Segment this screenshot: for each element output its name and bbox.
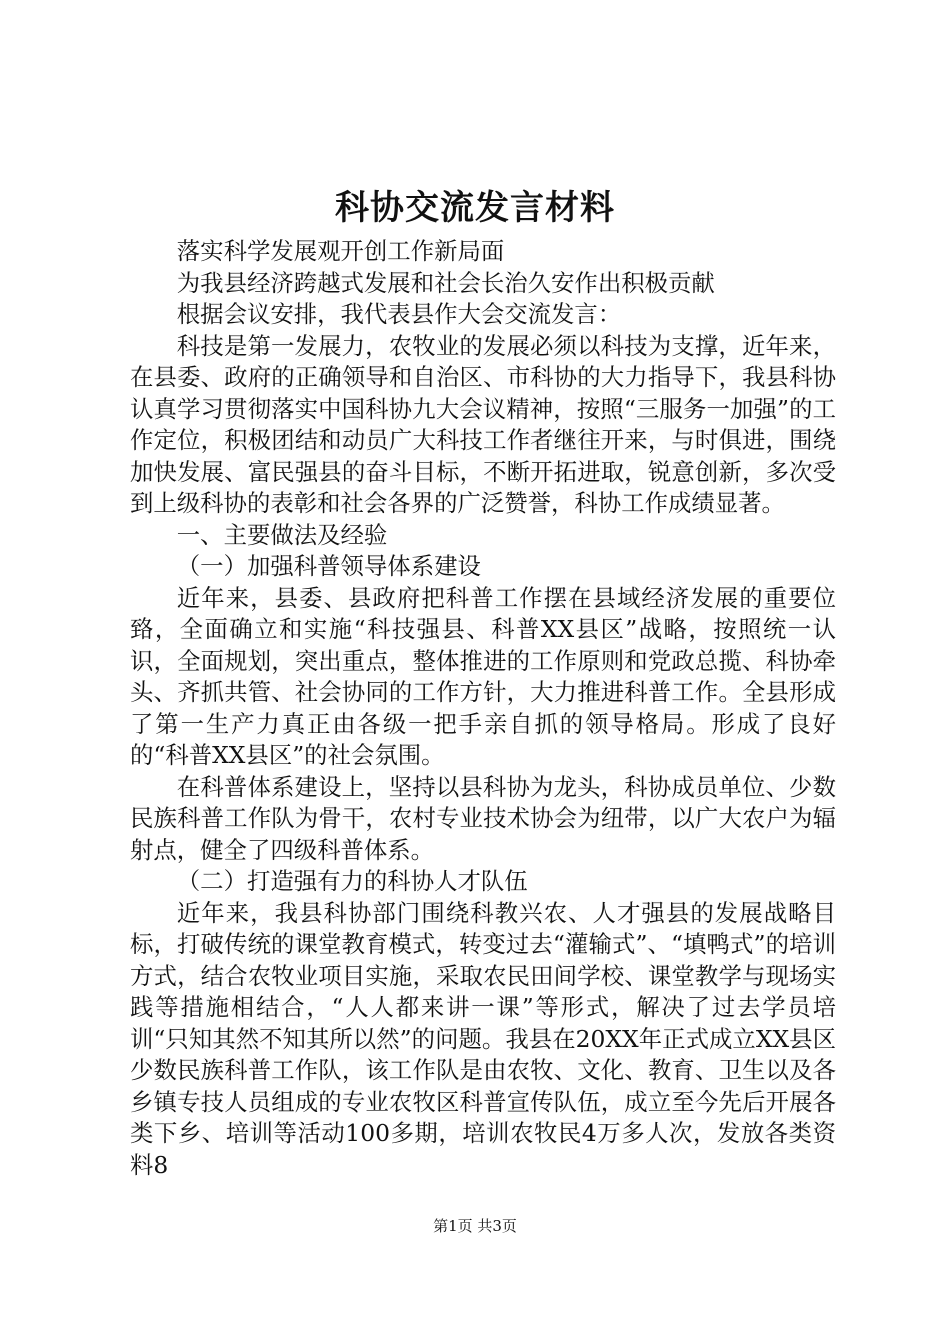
document-body [130,236,836,1181]
subtitle-line-2: 为我县经济跨越式发展和社会长治久安作出积极贡献 [176,268,715,297]
subsection-heading-2: （二）打造强有力的科协人才队伍 [176,867,528,895]
intro-line: 根据会议安排，我代表县作大会交流发言： [176,300,622,328]
page-number-footer: 第1页 共3页 [433,1217,517,1235]
paragraph-system: 在科普体系建设上，坚持以县科协为龙头，科协成员单位、少数民族科普工作队为骨干，农村专业技术协会为纽带，以广大农户为辐射点，健全了四级科普体系。 [130,772,836,864]
subtitle-line-1: 落实科学发展观开创工作新局面 [176,237,505,265]
section-heading-1: 一、主要做法及经验 [176,520,388,549]
paragraph-talent: 近年来，我县科协部门围绕科教兴农、人才强县的发展战略目标，打破传统的课堂教育模式，转变过去“灌输式”、“填鸭式”的培训方式，结合农牧业项目实施，采取农民田间学校、课堂教学与现场实践等措施相结合，“人人都来讲一课”等形式，解决了过去学员培训“只知其然不知其所以然”的问题。我县在20XX年正式成立XX县区少数民族科普工作队，该工作队是由农牧、文化、教育、卫生以及各乡镇专技人员组成的专业农牧区科普宣传队伍，成立至今先后开展各类下乡、培训等活动100多期，培训农牧民4万多人次，发放各类资料8 [130,898,836,1179]
paragraph-overview: 科技是第一发展力，农牧业的发展必须以科技为支撑，近年来，在县委、政府的正确领导和自治区、市科协的大力指导下，我县科协认真学习贯彻落实中国科协九大会议精神，按照“三服务一加强”的工作定位，积极团结和动员广大科技工作者继往开来，与时俱进，围绕加快发展、富民强县的奋斗目标，不断开拓进取，锐意创新，多次受到上级科协的表彰和社会各界的广泛赞誉，科协工作成绩显著。 [130,331,836,517]
paragraph-leadership: 近年来，县委、县政府把科普工作摆在县域经济发展的重要位臵，全面确立和实施“科技强县、科普XX县区”战略，按照统一认识，全面规划，突出重点，整体推进的工作原则和党政总揽、科协牵头、齐抓共管、社会协同的工作方针，大力推进科普工作。全县形成了第一生产力真正由各级一把手亲自抓的领导格局。形成了良好的“科普XX县区”的社会氛围。 [130,583,836,769]
document-title: 科协交流发言材料 [335,188,615,228]
subsection-heading-1: （一）加强科普领导体系建设 [176,552,481,580]
